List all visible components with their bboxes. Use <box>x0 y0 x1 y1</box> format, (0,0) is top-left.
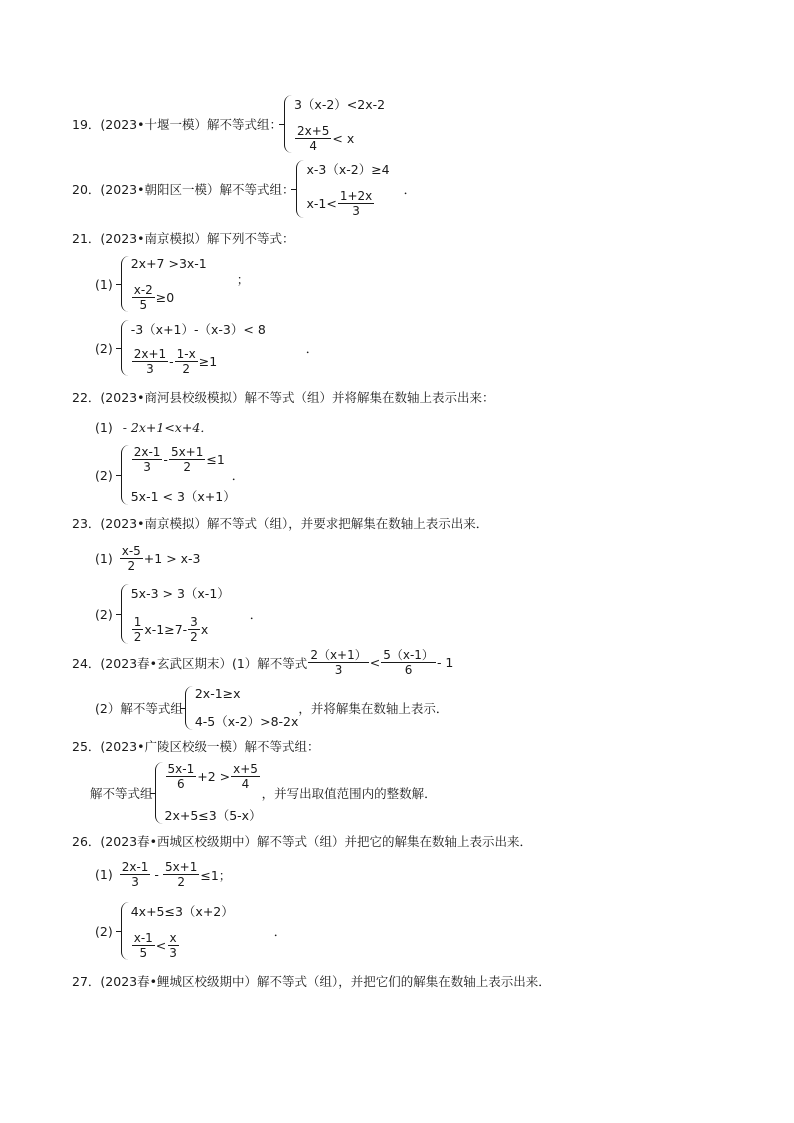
minus-sign: - <box>163 452 168 467</box>
q25-tail: ，并写出取值范围内的整数解． <box>261 786 437 801</box>
q20-line1: x-3（x-2）≥4 <box>306 162 390 177</box>
fraction <box>188 615 200 644</box>
q24-p2-line2: 4-5（x-2）>8-2x <box>194 714 299 729</box>
question-27-lead: 27．(2023春•鲤城区校级期中）解不等式（组），并把它们的解集在数轴上表示出来． <box>72 974 551 989</box>
fraction <box>175 347 198 376</box>
q22-p2-system <box>121 445 236 505</box>
q23-part1 <box>95 544 201 573</box>
q24-p2-tail: ，并将解集在数轴上表示． <box>298 701 449 716</box>
denominator: 3 <box>334 663 343 677</box>
q25-sub: 解不等式组 <box>90 786 153 801</box>
q26-p2-system <box>121 902 234 960</box>
q22-p1-text: - 2x+1<x+4． <box>122 420 213 435</box>
denominator: 4 <box>241 777 250 791</box>
fraction <box>166 762 197 791</box>
q24-p2-system <box>185 686 299 730</box>
q23-p2-tail: ． <box>249 607 263 622</box>
q20-line2 <box>306 189 389 218</box>
numerator: 3 <box>190 615 198 629</box>
fraction <box>120 860 151 889</box>
numerator: 5x+1 <box>164 860 198 874</box>
q19-line1: 3（x-2）<2x-2 <box>293 97 386 112</box>
denominator: 6 <box>177 777 185 791</box>
question-24 <box>72 648 453 677</box>
q25-system <box>155 762 262 824</box>
q23-p2-label: (2) <box>95 606 113 622</box>
q23-p1-label: (1) <box>95 551 113 566</box>
q24-end: - 1 <box>436 655 454 670</box>
fraction <box>132 445 163 474</box>
denominator: 3 <box>169 946 177 960</box>
question-25-lead: 25．(2023•广陵区校级一模）解不等式组： <box>72 739 320 754</box>
q24-p2-label: (2）解不等式组 <box>95 701 183 716</box>
fraction <box>120 544 143 573</box>
q23-p2-end: x <box>200 622 209 637</box>
q21-p1-label: (1) <box>95 276 113 292</box>
less-than: < <box>369 655 381 670</box>
q26-part1 <box>95 860 231 889</box>
numerator: x+5 <box>233 762 258 776</box>
q26-p2-tail: ． <box>273 924 287 939</box>
brace <box>155 762 164 824</box>
q22-p2-rest: ≤1 <box>206 452 225 467</box>
q21-p2-tail: ． <box>305 341 319 356</box>
q25-mid: +2 > <box>197 769 231 784</box>
brace <box>121 256 130 312</box>
fraction <box>163 860 199 889</box>
denominator: 2 <box>190 630 198 644</box>
q21-p2-label: (2) <box>95 340 113 356</box>
q21-p1-line2 <box>131 283 207 312</box>
brace <box>121 445 130 505</box>
fraction <box>338 189 374 218</box>
q21-part1 <box>95 256 249 312</box>
denominator: 3 <box>131 875 139 889</box>
q22-part2 <box>95 445 244 505</box>
q21-p1-system <box>121 256 207 312</box>
q23-p1-rest: +1 > x-3 <box>143 551 201 566</box>
denominator: 3 <box>146 362 154 376</box>
denominator: 5 <box>139 946 148 960</box>
question-20 <box>72 160 416 218</box>
denominator: 2 <box>183 460 191 474</box>
q22-p1-label: (1) <box>95 420 113 435</box>
brace <box>185 686 194 730</box>
fraction <box>132 931 155 960</box>
minus-sign: - <box>169 354 174 369</box>
q23-part2 <box>95 584 262 644</box>
brace <box>284 95 293 153</box>
numerator: 5x+1 <box>170 445 204 459</box>
q19-system <box>284 95 385 153</box>
numerator: 2x-1 <box>133 445 161 459</box>
denominator: 6 <box>404 663 413 677</box>
numerator: x-5 <box>121 544 141 558</box>
q21-p2-line2 <box>131 347 266 376</box>
denominator: 2 <box>127 559 136 573</box>
numerator: x-1 <box>133 931 153 945</box>
numerator: 1 <box>133 615 142 629</box>
q20-tail: ． <box>403 182 417 197</box>
q21-p2-system <box>121 320 266 376</box>
fraction <box>169 445 205 474</box>
brace <box>121 584 130 644</box>
fraction <box>132 347 168 376</box>
denominator: 2 <box>182 362 191 376</box>
q24-part2 <box>95 686 448 730</box>
q26-p2-line1: 4x+5≤3（x+2） <box>130 904 234 919</box>
denominator: 2 <box>177 875 185 889</box>
q26-p1-rest: ≤1； <box>200 867 232 883</box>
q22-p2-label: (2) <box>95 467 113 483</box>
numerator: 2x-1 <box>121 860 149 874</box>
question-26-lead: 26．(2023春•西城区校级期中）解不等式（组）并把它的解集在数轴上表示出来． <box>72 834 532 849</box>
numerator: 5x-1 <box>167 762 195 776</box>
q19-rest: < x <box>332 131 355 146</box>
q22-part1 <box>95 420 213 436</box>
q20-pre: x-1< <box>306 196 337 211</box>
q26-p2-label: (2) <box>95 923 113 939</box>
denominator: 2 <box>133 630 142 644</box>
q26-p1-label: (1) <box>95 867 113 882</box>
q23-p2-line2 <box>131 615 230 644</box>
q25-body <box>90 762 437 824</box>
q21-p1-line1: 2x+7 >3x-1 <box>130 256 207 271</box>
numerator: 1-x <box>176 347 196 361</box>
q22-p2-line2: 5x-1 < 3（x+1） <box>130 489 236 504</box>
question-23-lead: 23．(2023•南京模拟）解不等式（组），并要求把解集在数轴上表示出来． <box>72 516 489 531</box>
q22-p2-line1 <box>131 445 236 474</box>
brace <box>121 320 130 376</box>
numerator: x-2 <box>133 283 153 297</box>
fraction <box>132 283 155 312</box>
fraction <box>381 648 436 677</box>
denominator: 4 <box>309 139 317 153</box>
q23-p2-mid: x-1≥7- <box>144 622 188 637</box>
q25-line2: 2x+5≤3（5-x） <box>164 808 262 823</box>
q20-system <box>296 160 389 218</box>
fraction <box>167 931 179 960</box>
numerator: 2x+5 <box>296 124 330 138</box>
q20-lead: 20．(2023•朝阳区一模）解不等式组： <box>72 182 295 197</box>
brace <box>296 160 305 218</box>
brace <box>121 902 130 960</box>
q21-part2 <box>95 320 318 376</box>
q21-p2-rest: ≥1 <box>198 354 218 369</box>
numerator: 5（x-1） <box>383 648 434 662</box>
fraction <box>132 615 144 644</box>
q22-p2-tail: ． <box>231 468 245 483</box>
fraction <box>295 124 331 153</box>
question-22-lead: 22．(2023•商河县校级模拟）解不等式（组）并将解集在数轴上表示出来： <box>72 390 495 405</box>
question-19 <box>72 95 385 153</box>
q19-lead: 19．(2023•十堰一模）解不等式组： <box>72 117 282 132</box>
less-than: < <box>155 938 167 953</box>
denominator: 3 <box>143 460 151 474</box>
q21-p1-rest: ≥0 <box>155 290 175 305</box>
numerator: 2x+1 <box>133 347 167 361</box>
q26-p2-line2 <box>131 931 234 960</box>
q19-line2 <box>294 124 385 153</box>
denominator: 3 <box>352 204 360 218</box>
q25-line1 <box>165 762 262 791</box>
q24-p2-line1: 2x-1≥x <box>194 686 241 701</box>
q21-p1-tail: ； <box>236 272 250 287</box>
q23-p2-system <box>121 584 230 644</box>
question-21-lead: 21．(2023•南京模拟）解下列不等式： <box>72 231 295 246</box>
numerator: 1+2x <box>339 189 373 203</box>
q23-p2-line1: 5x-3 > 3（x-1） <box>130 586 230 601</box>
denominator: 5 <box>139 298 148 312</box>
numerator: 2（x+1） <box>310 648 367 662</box>
q24-lead: 24．(2023春•玄武区期末）(1）解不等式 <box>72 655 308 671</box>
fraction <box>231 762 260 791</box>
numerator: x <box>169 931 177 945</box>
q26-part2 <box>95 902 286 960</box>
minus-sign: - <box>154 867 159 882</box>
q21-p2-line1: -3（x+1）-（x-3）< 8 <box>130 322 266 337</box>
fraction <box>308 648 368 677</box>
